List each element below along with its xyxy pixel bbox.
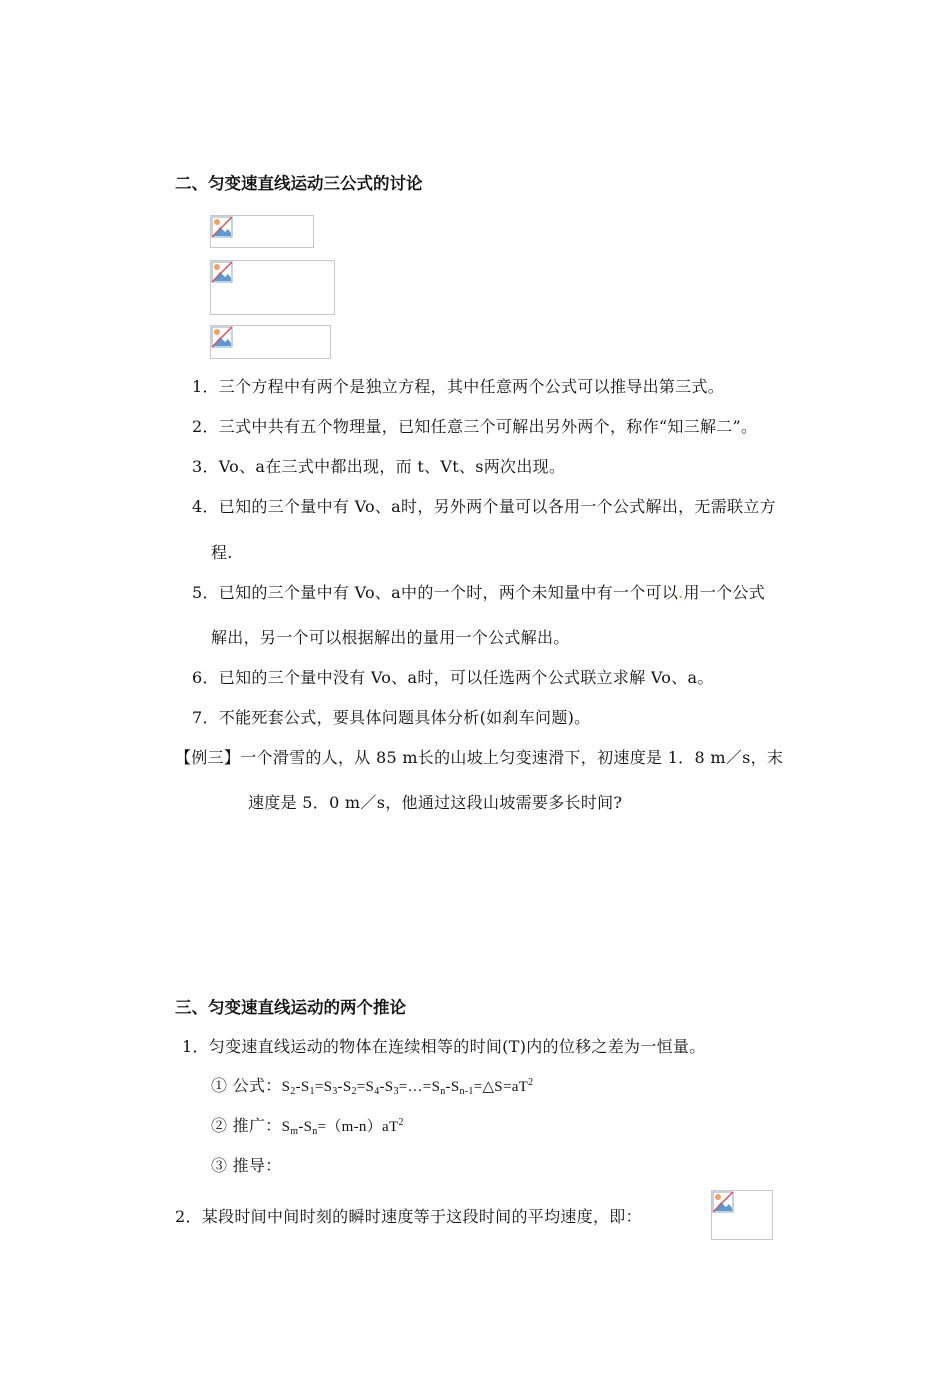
section-3-heading: 三、匀变速直线运动的两个推论 <box>175 998 406 1017</box>
generalize-expression: $S_m-S_n=(m-n)aT^2$ <box>281 1117 404 1137</box>
example-3 <box>175 745 783 768</box>
example-text-line2: 速度是 5．0 m／s，他通过这段山坡需要多长时间? <box>248 793 623 812</box>
broken-image-icon <box>211 216 233 238</box>
discussion-item-5 <box>192 580 765 603</box>
formula-image-3 <box>210 325 331 359</box>
generalize-line <box>211 1113 404 1137</box>
formula-line <box>211 1073 533 1097</box>
discussion-item-7: 7．不能死套公式，要具体问题具体分析(如刹车问题)。 <box>192 708 591 727</box>
discussion-item-4: 4．已知的三个量中有 Vo、a时，另外两个量可以各用一个公式解出，无需联立方 <box>192 497 776 516</box>
discussion-item-6: 6．已知的三个量中没有 Vo、a时，可以任选两个公式联立求解 Vo、a。 <box>192 668 714 687</box>
formula-label: ① 公式： <box>211 1076 282 1095</box>
inference-item-2: 2．某段时间中间时刻的瞬时速度等于这段时间的平均速度，即： <box>175 1207 642 1226</box>
discussion-item-2: 2．三式中共有五个物理量，已知任意三个可解出另外两个，称作“知三解二”。 <box>192 417 758 436</box>
example-text-line1: 一个滑雪的人，从 85 m长的山坡上匀变速滑下，初速度是 1．8 m／s，末 <box>240 748 784 767</box>
example-label: 【例三】 <box>175 748 241 767</box>
derive-label: ③ 推导： <box>211 1156 282 1175</box>
discussion-item-3: 3．Vo、a在三式中都出现，而 t、Vt、s两次出现。 <box>192 457 566 476</box>
section-2-heading: 二、匀变速直线运动三公式的讨论 <box>175 174 423 193</box>
discussion-item-1: 1．三个方程中有两个是独立方程，其中任意两个公式可以推导出第三式。 <box>192 377 725 396</box>
formula-expression: $S_2-S_1=S_3-S_2=S_4-S_3=\dots=S_n-S_{n-1}=\triangle S=aT^2$ <box>281 1077 534 1097</box>
discussion-item-4-cont: 程. <box>211 543 233 562</box>
broken-image-icon <box>211 326 233 348</box>
broken-image-icon <box>211 261 233 283</box>
discussion-item-5-tail: 用一个公式 <box>683 583 766 602</box>
inference-item-1: 1．匀变速直线运动的物体在连续相等的时间(T)内的位移之差为一恒量。 <box>182 1037 706 1056</box>
formula-image-4 <box>711 1190 773 1240</box>
item-5-dot: . <box>678 583 684 602</box>
generalize-label: ② 推广： <box>211 1116 282 1135</box>
discussion-item-5-text: 5．已知的三个量中有 Vo、a中的一个时，两个未知量中有一个可以 <box>192 583 679 602</box>
formula-image-1 <box>210 215 314 248</box>
discussion-item-5-cont: 解出，另一个可以根据解出的量用一个公式解出。 <box>211 628 570 647</box>
broken-image-icon <box>712 1191 734 1213</box>
formula-image-2 <box>210 260 335 315</box>
